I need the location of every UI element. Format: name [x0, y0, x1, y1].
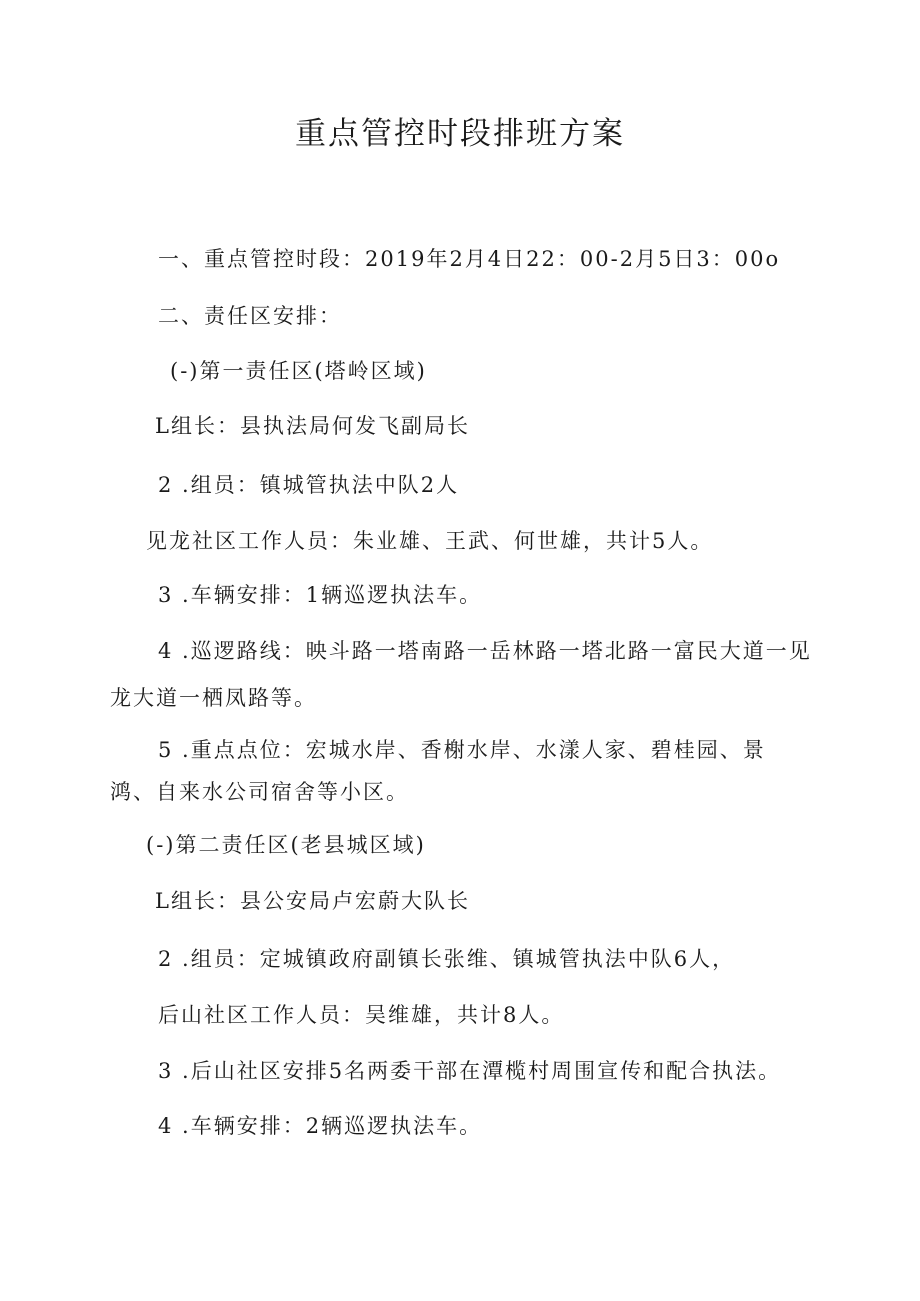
zone-1-members: 2 .组员：镇城管执法中队2人: [158, 473, 460, 497]
zone-2-vehicles: 4 .车辆安排：2辆巡逻执法车。: [158, 1114, 483, 1138]
zone-1-vehicles: 3 .车辆安排：1辆巡逻执法车。: [158, 583, 483, 607]
zone-1-key-points: 5 .重点点位：宏城水岸、香榭水岸、水漾人家、碧桂园、景: [158, 738, 766, 762]
zone-2-community-staff: 后山社区工作人员：吴维雄，共计8人。: [158, 1003, 565, 1027]
section-2-heading: 二、责任区安排：: [158, 304, 342, 328]
zone-1-patrol-route-cont: 龙大道一栖凤路等。: [110, 686, 317, 710]
zone-2-leader: L组长：县公安局卢宏蔚大队长: [155, 889, 470, 913]
zone-1-heading: (-)第一责任区(塔岭区域): [170, 359, 427, 383]
section-1-control-period: 一、重点管控时段：2019年2月4日22：00-2月5日3：00o: [158, 247, 781, 271]
zone-1-leader: L组长：县执法局何发飞副局长: [155, 414, 470, 438]
zone-2-cadre-arrangement: 3 .后山社区安排5名两委干部在潭榄村周围宣传和配合执法。: [158, 1059, 782, 1083]
zone-2-heading: (-)第二责任区(老县城区域): [146, 833, 426, 857]
zone-2-members: 2 .组员：定城镇政府副镇长张维、镇城管执法中队6人，: [158, 947, 736, 971]
zone-1-key-points-cont: 鸿、自来水公司宿舍等小区。: [110, 780, 409, 804]
document-title: 重点管控时段排班方案: [295, 116, 625, 152]
zone-1-patrol-route: 4 .巡逻路线：映斗路一塔南路一岳林路一塔北路一富民大道一见: [158, 639, 812, 663]
zone-1-community-staff: 见龙社区工作人员：朱业雄、王武、何世雄，共计5人。: [146, 529, 714, 553]
